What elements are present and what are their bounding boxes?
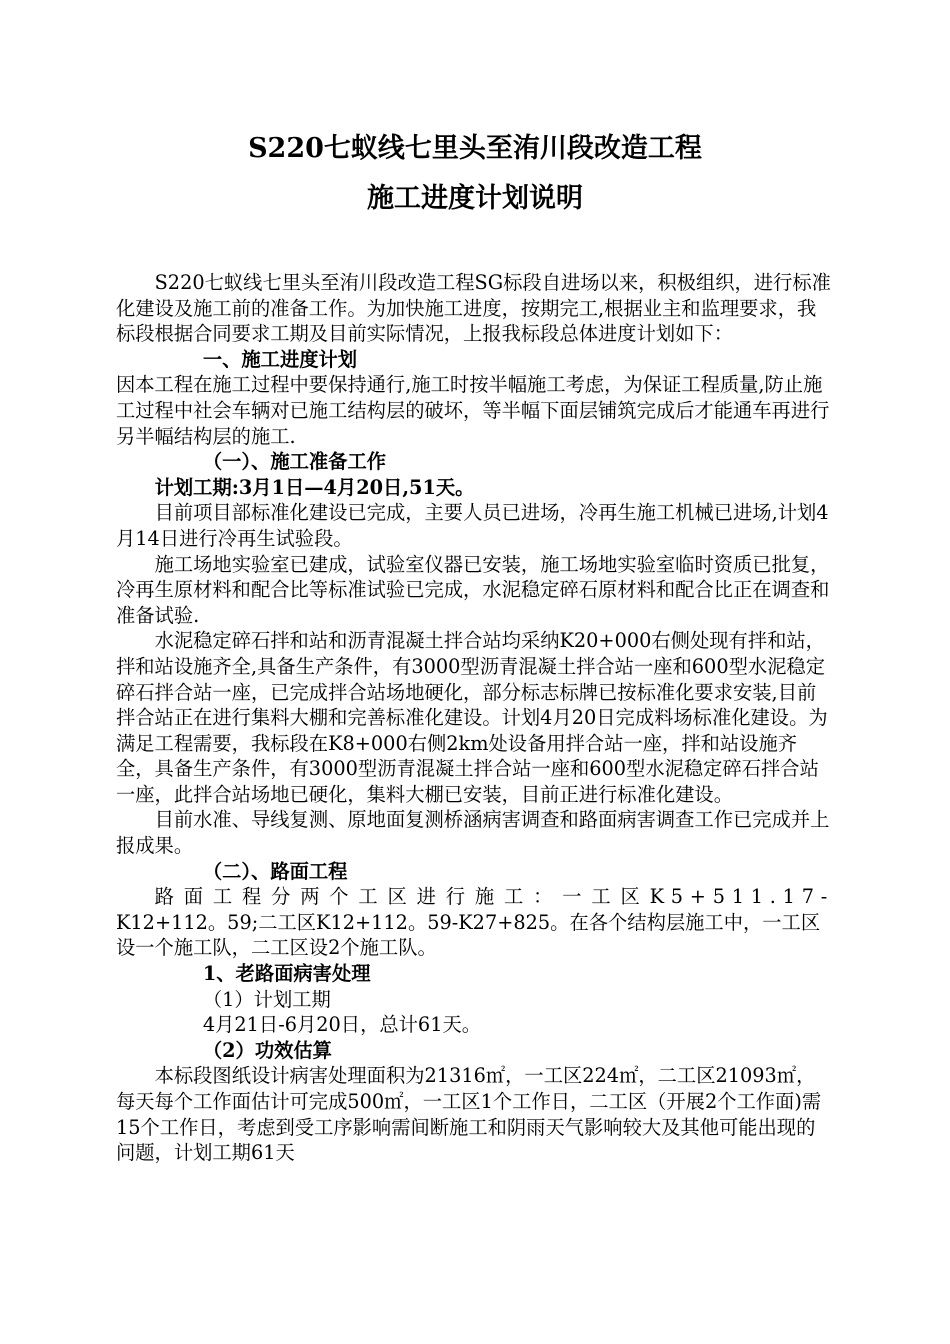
paragraph-6-first-line: 路面工程分两个工区进行施工：一工区K5+511.17- [154,885,834,909]
subsection-heading-1: 1、老路面病害处理 [202,962,371,986]
document-title: S220七蚁线七里头至洧川段改造工程 [248,133,702,164]
sub-item-1-label: （1）计划工期 [202,987,331,1011]
paragraph-6-rest: K12+112。59;二工区K12+112。59-K27+825。在各个结构层施工中，一工区设一个施工队，二工区设2个施工队。 [116,910,821,960]
section-heading-1-1: （一）、施工准备工作 [202,450,387,474]
section-heading-1: 一、施工进度计划 [202,347,358,371]
paragraph-4: 水泥稳定碎石拌和站和沥青混凝土拌合站均采纳K20+000右侧处现有拌和站，拌和站设施齐全,具备生产条件，有3000型沥青混凝土拌合站一座和600型水泥稳定碎石拌合站一座，已完成拌合站场地硬化，部分标志标牌已按标准化要求安装,目前拌合站正在进行集料大棚和完善标准化建设。计划4月20日完成料场标准化建设。为满足工程需要，我标段在K8+000右侧2km处设备用拌合站一座，拌和站设施齐全，具备生产条件，有3000型沥青混凝土拌合站一座和600型水泥稳定碎石拌合站一座，此拌合站场地已硬化，集料大棚已安装，目前正进行标准化建设。 [116,629,828,806]
paragraph-7: 本标段图纸设计病害处理面积为21316㎡，一工区224㎡，二工区21093㎡，每天每个工作面估计可完成500㎡，一工区1个工作日，二工区（开展2个工作面)需15个工作日，考虑到受工序影响需间断施工和阴雨天气影响较大及其他可能出现的问题，计划工期61天 [116,1064,822,1165]
document-body [116,270,834,1166]
paragraph-3: 施工场地实验室已建成，试验室仪器已安装，施工场地实验室临时资质已批复，冷再生原材料和配合比等标准试验已完成，水泥稳定碎石原材料和配合比正在调查和准备试验. [116,552,830,627]
paragraph-5: 目前水准、导线复测、原地面复测桥涵病害调查和路面病害调查工作已完成并上报成果。 [116,808,830,858]
paragraph-1: 因本工程在施工过程中要保持通行,施工时按半幅施工考虑，为保证工程质量,防止施工过程中社会车辆对已施工结构层的破坏，等半幅下面层铺筑完成后才能通车再进行另半幅结构层的施工. [116,373,830,448]
sub-item-2-label: （2）功效估算 [202,1038,332,1062]
paragraph-2: 目前项目部标准化建设已完成，主要人员已进场，冷再生施工机械已进场,计划4月14日进行冷再生试验段。 [116,501,829,550]
document-subtitle: 施工进度计划说明 [367,183,583,214]
section-heading-1-2: （二）、路面工程 [202,859,348,883]
plan-period-prep: 计划工期:3月1日—4月20日,51天。 [154,475,475,499]
sub-item-1-text: 4月21日-6月20日，总计61天。 [202,1013,482,1037]
intro-paragraph: S220七蚁线七里头至洧川段改造工程SG标段自进场以来，积极组织，进行标准化建设及施工前的准备工作。为加快施工进度，按期完工,根据业主和监理要求，我标段根据合同要求工期及目前实际情况，上报我标段总体进度计划如下： [116,271,831,346]
